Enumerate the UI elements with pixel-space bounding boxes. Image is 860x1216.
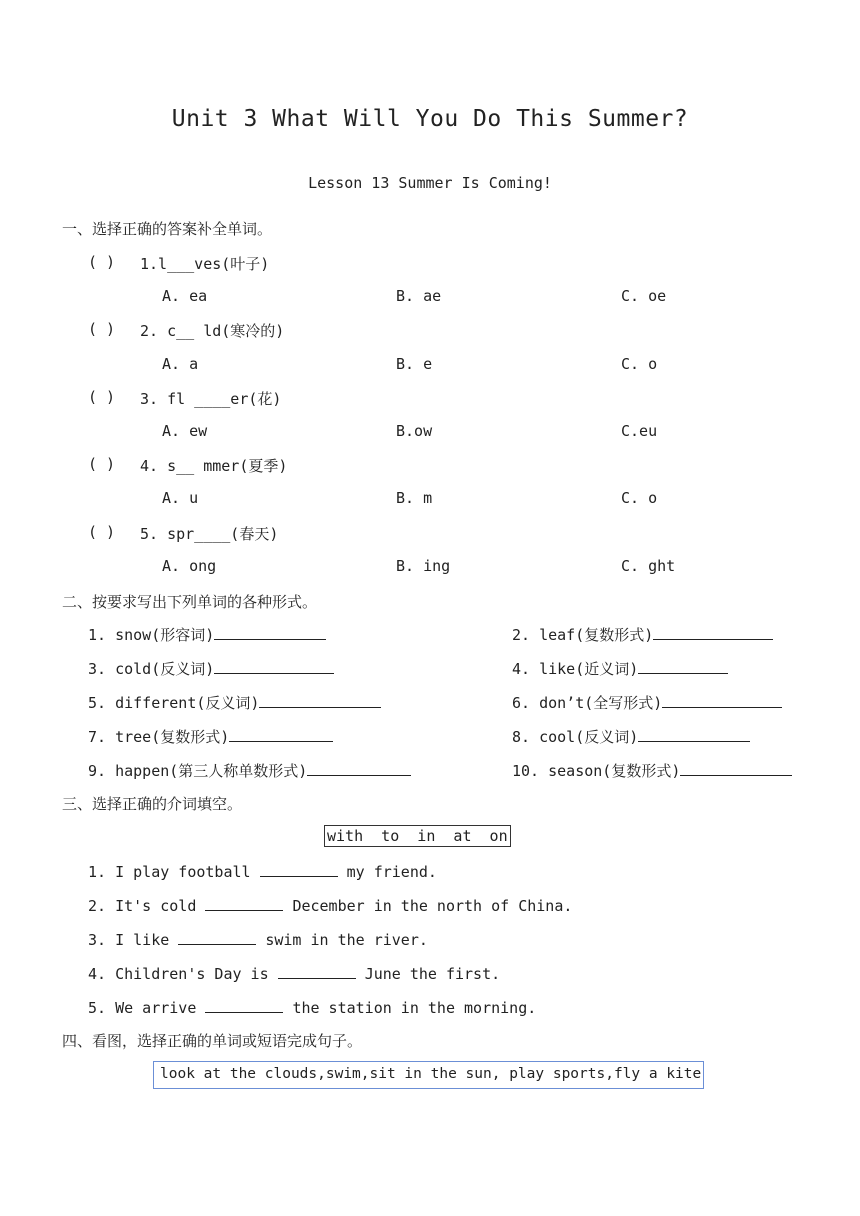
- q1-option-b[interactable]: B. ae: [396, 287, 442, 305]
- q3-paren[interactable]: ( ): [88, 388, 116, 406]
- answer-blank[interactable]: [278, 964, 356, 979]
- q3-option-a[interactable]: A. ew: [162, 422, 208, 440]
- part2-item-6: 6. don’t(全写形式): [512, 692, 782, 713]
- part2-item-8: 8. cool(反义词): [512, 726, 750, 747]
- answer-blank[interactable]: [214, 625, 326, 640]
- part4-heading: 四、看图，选择正确的单词或短语完成句子。: [62, 1032, 363, 1050]
- part2-item-1: 1. snow(形容词): [88, 624, 326, 645]
- q5-paren[interactable]: ( ): [88, 523, 116, 541]
- q2-option-c[interactable]: C. o: [621, 355, 658, 373]
- q3-option-c[interactable]: C.eu: [621, 422, 658, 440]
- part2-item-5: 5. different(反义词): [88, 692, 381, 713]
- answer-blank[interactable]: [638, 659, 728, 674]
- answer-blank[interactable]: [259, 693, 381, 708]
- part3-heading: 三、选择正确的介词填空。: [62, 795, 243, 813]
- part3-sentence-5: 5. We arrive the station in the morning.: [88, 999, 537, 1017]
- q1-paren[interactable]: ( ): [88, 253, 116, 271]
- q5-stem: 5. spr____(春天): [140, 525, 279, 543]
- part1-heading: 一、选择正确的答案补全单词。: [62, 220, 273, 238]
- answer-blank[interactable]: [680, 761, 792, 776]
- part3-sentence-2: 2. It's cold December in the north of China.: [88, 897, 573, 915]
- answer-blank[interactable]: [178, 930, 256, 945]
- q4-option-c[interactable]: C. o: [621, 489, 658, 507]
- lesson-subtitle: Lesson 13 Summer Is Coming!: [308, 174, 552, 192]
- part2-item-7: 7. tree(复数形式): [88, 726, 333, 747]
- page-title: Unit 3 What Will You Do This Summer?: [171, 106, 689, 132]
- q4-stem: 4. s__ mmer(夏季): [140, 457, 288, 475]
- q4-option-a[interactable]: A. u: [162, 489, 199, 507]
- q1-option-c[interactable]: C. oe: [621, 287, 667, 305]
- part3-sentence-3: 3. I like swim in the river.: [88, 931, 428, 949]
- part2-item-3: 3. cold(反义词): [88, 658, 334, 679]
- q5-option-b[interactable]: B. ing: [396, 557, 451, 575]
- part2-item-9: 9. happen(第三人称单数形式): [88, 760, 411, 781]
- answer-blank[interactable]: [638, 727, 750, 742]
- part2-item-2: 2. leaf(复数形式): [512, 624, 773, 645]
- q2-option-b[interactable]: B. e: [396, 355, 433, 373]
- answer-blank[interactable]: [307, 761, 411, 776]
- q3-stem: 3. fl ____er(花): [140, 390, 282, 408]
- part2-item-10: 10. season(复数形式): [512, 760, 792, 781]
- q4-paren[interactable]: ( ): [88, 455, 116, 473]
- q1-option-a[interactable]: A. ea: [162, 287, 208, 305]
- q2-stem: 2. c__ ld(寒冷的): [140, 322, 285, 340]
- part2-heading: 二、按要求写出下列单词的各种形式。: [62, 593, 318, 611]
- answer-blank[interactable]: [260, 862, 338, 877]
- part3-sentence-4: 4. Children's Day is June the first.: [88, 965, 501, 983]
- answer-blank[interactable]: [205, 896, 283, 911]
- part3-sentence-1: 1. I play football my friend.: [88, 863, 437, 881]
- q2-paren[interactable]: ( ): [88, 320, 116, 338]
- q5-option-c[interactable]: C. ght: [621, 557, 676, 575]
- phrase-word-box: look at the clouds,swim,sit in the sun, play sports,fly a kite: [153, 1061, 704, 1089]
- preposition-word-box: with to in at on: [324, 825, 511, 847]
- answer-blank[interactable]: [653, 625, 773, 640]
- part2-item-4: 4. like(近义词): [512, 658, 728, 679]
- answer-blank[interactable]: [662, 693, 782, 708]
- answer-blank[interactable]: [205, 998, 283, 1013]
- answer-blank[interactable]: [229, 727, 333, 742]
- q1-stem: 1.l___ves(叶子): [140, 255, 270, 273]
- q3-option-b[interactable]: B.ow: [396, 422, 433, 440]
- q5-option-a[interactable]: A. ong: [162, 557, 217, 575]
- answer-blank[interactable]: [214, 659, 334, 674]
- q4-option-b[interactable]: B. m: [396, 489, 433, 507]
- q2-option-a[interactable]: A. a: [162, 355, 199, 373]
